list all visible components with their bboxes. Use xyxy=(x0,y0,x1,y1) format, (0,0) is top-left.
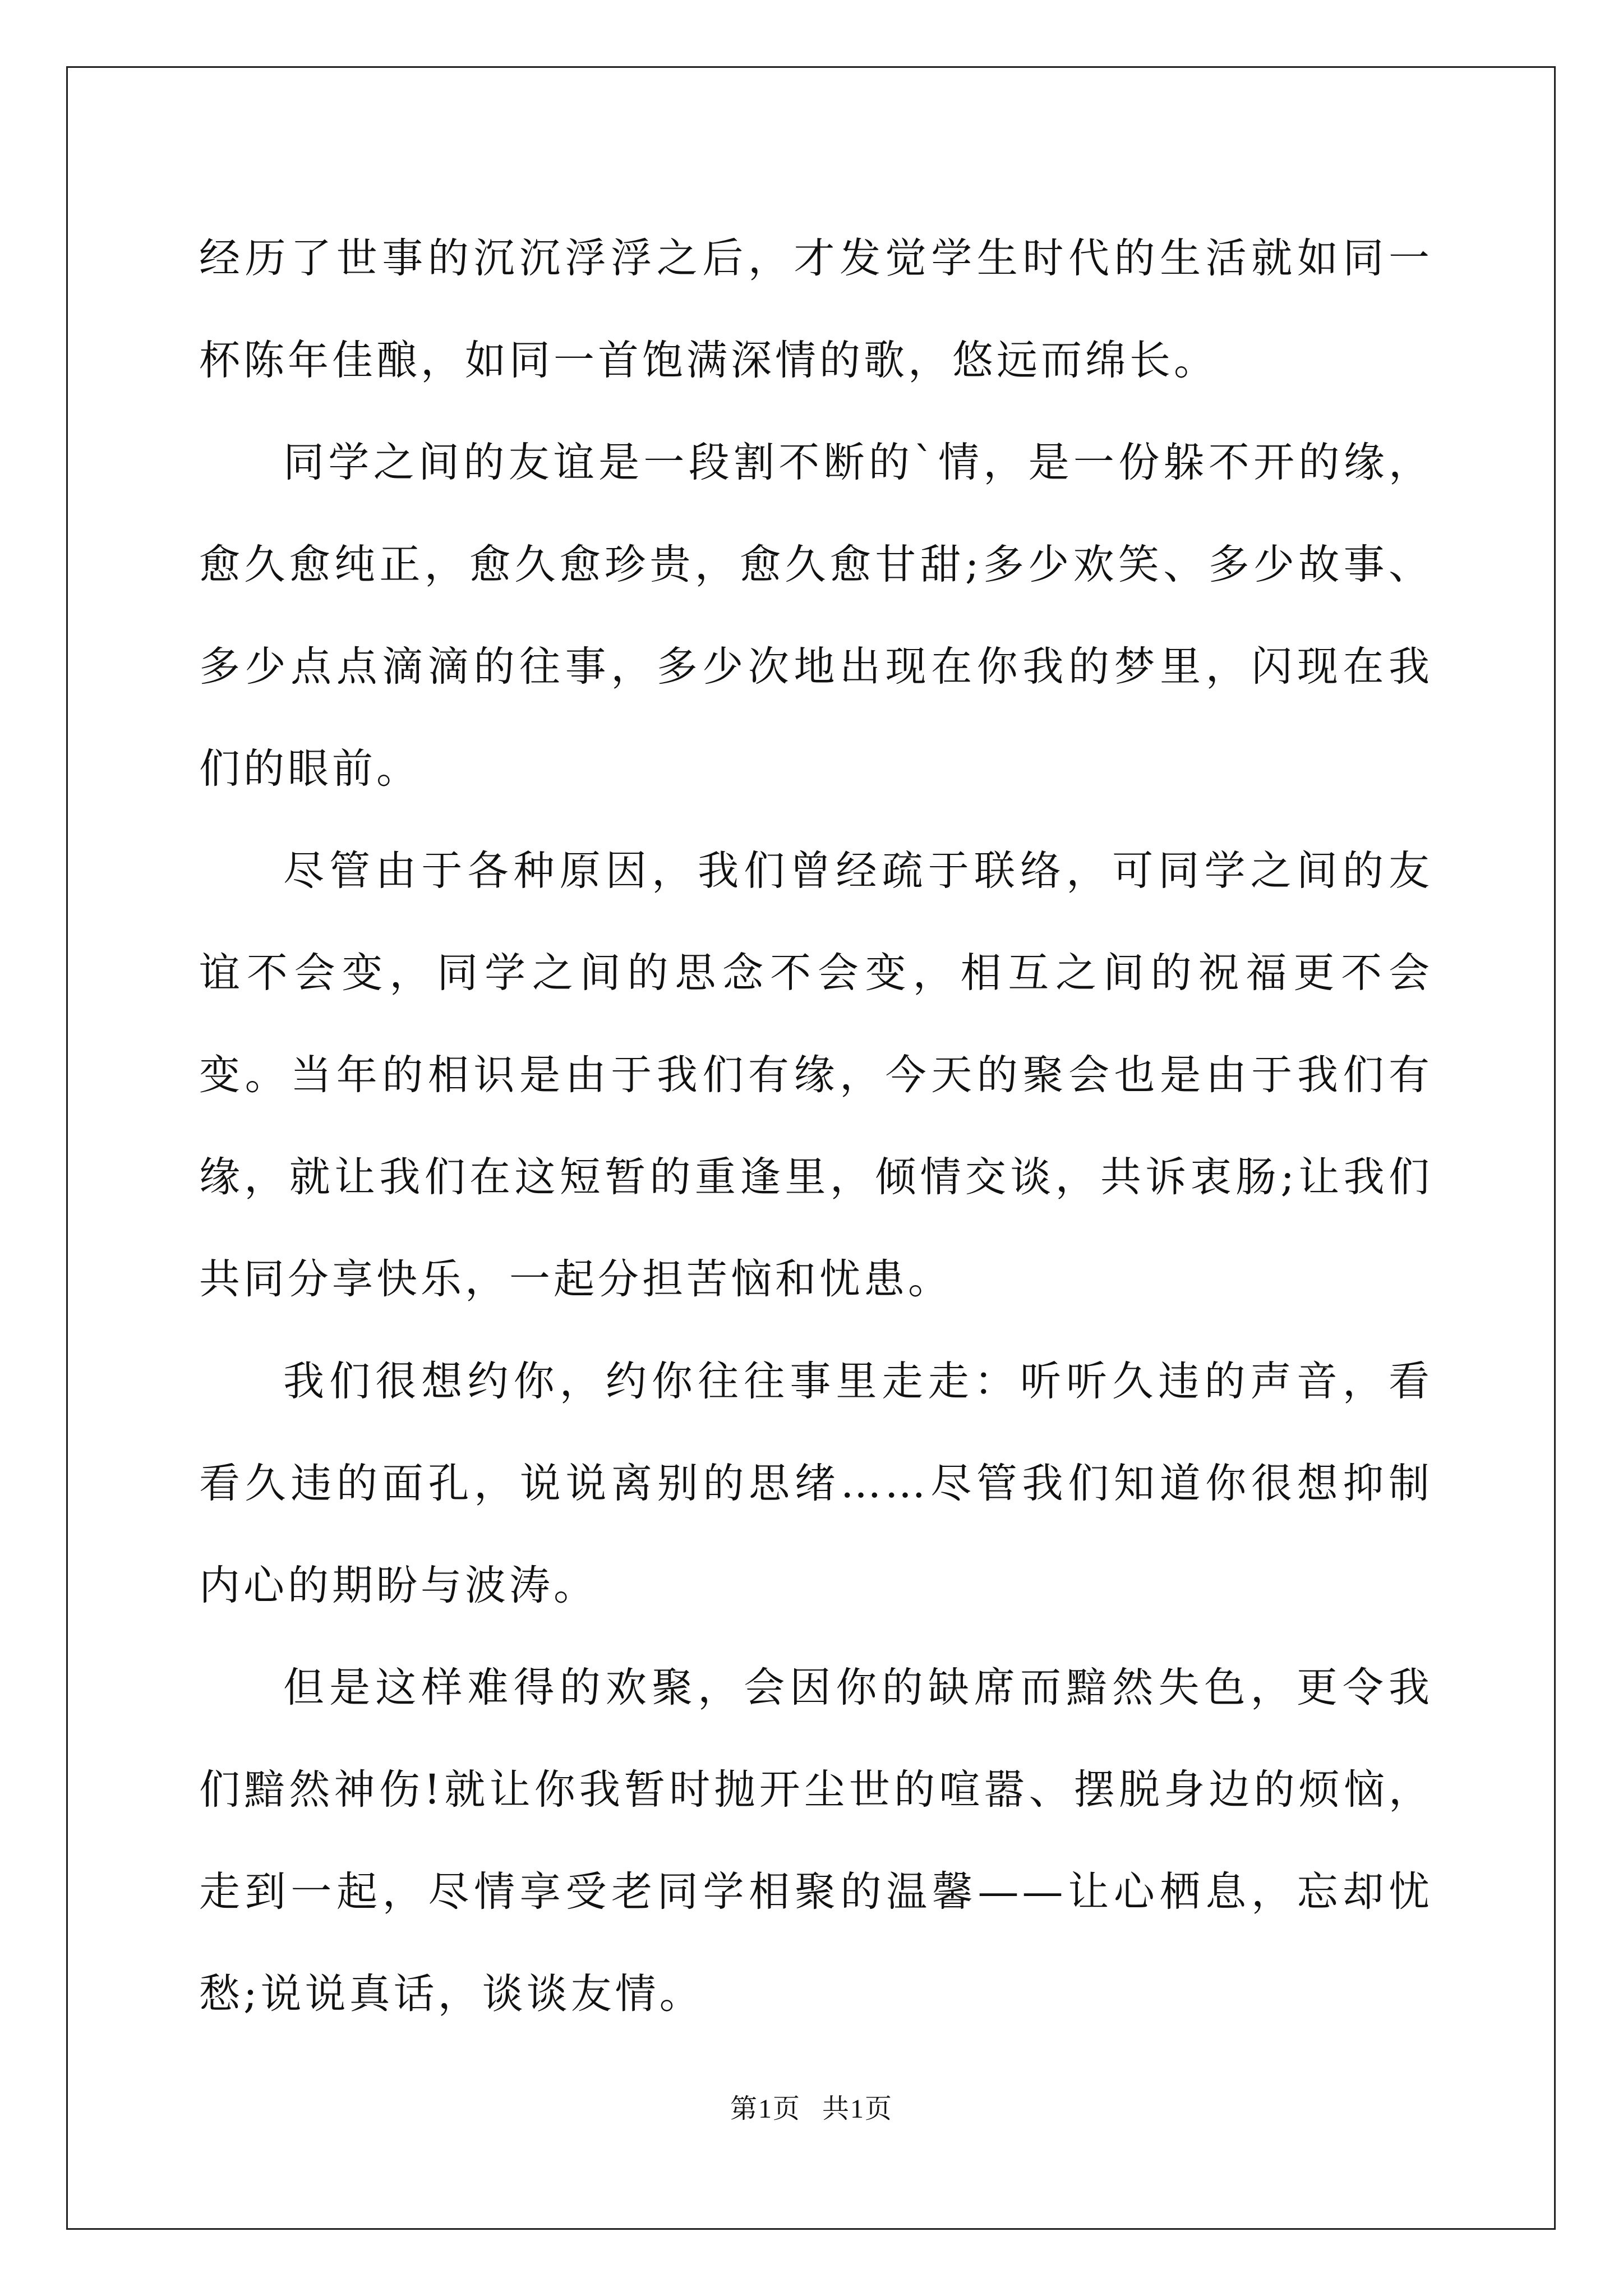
document-body xyxy=(199,208,1433,2045)
paragraph-5: 但是这样难得的欢聚，会因你的缺席而黯然失色，更令我们黯然神伤!就让你我暂时抛开尘世的喧嚣、摆脱身边的烦恼，走到一起，尽情享受老同学相聚的温馨——让心栖息，忘却忧愁;说说真话，谈谈友情。 xyxy=(199,1664,1433,2018)
paragraph-1: 经历了世事的沉沉浮浮之后，才发觉学生时代的生活就如同一杯陈年佳酿，如同一首饱满深情的歌，悠远而绵长。 xyxy=(199,234,1433,384)
paragraph-4: 我们很想约你，约你往往事里走走：听听久违的声音，看看久违的面孔，说说离别的思绪……尽管我们知道你很想抑制内心的期盼与波涛。 xyxy=(199,1358,1433,1609)
paragraph-3: 尽管由于各种原因，我们曾经疏于联络，可同学之间的友谊不会变，同学之间的思念不会变，相互之间的祝福更不会变。当年的相识是由于我们有缘，今天的聚会也是由于我们有缘，就让我们在这短暂的重逢里，倾情交谈，共诉衷肠;让我们共同分享快乐，一起分担苦恼和忧患。 xyxy=(199,847,1433,1303)
page-number: 第1页 xyxy=(730,2094,801,2124)
paragraph-2: 同学之间的友谊是一段割不断的`情，是一份躲不开的缘，愈久愈纯正，愈久愈珍贵，愈久愈甘甜;多少欢笑、多少故事、多少点点滴滴的往事，多少次地出现在你我的梦里，闪现在我们的眼前。 xyxy=(199,439,1433,793)
page-footer xyxy=(0,2087,1623,2125)
page-total: 共1页 xyxy=(822,2094,893,2124)
